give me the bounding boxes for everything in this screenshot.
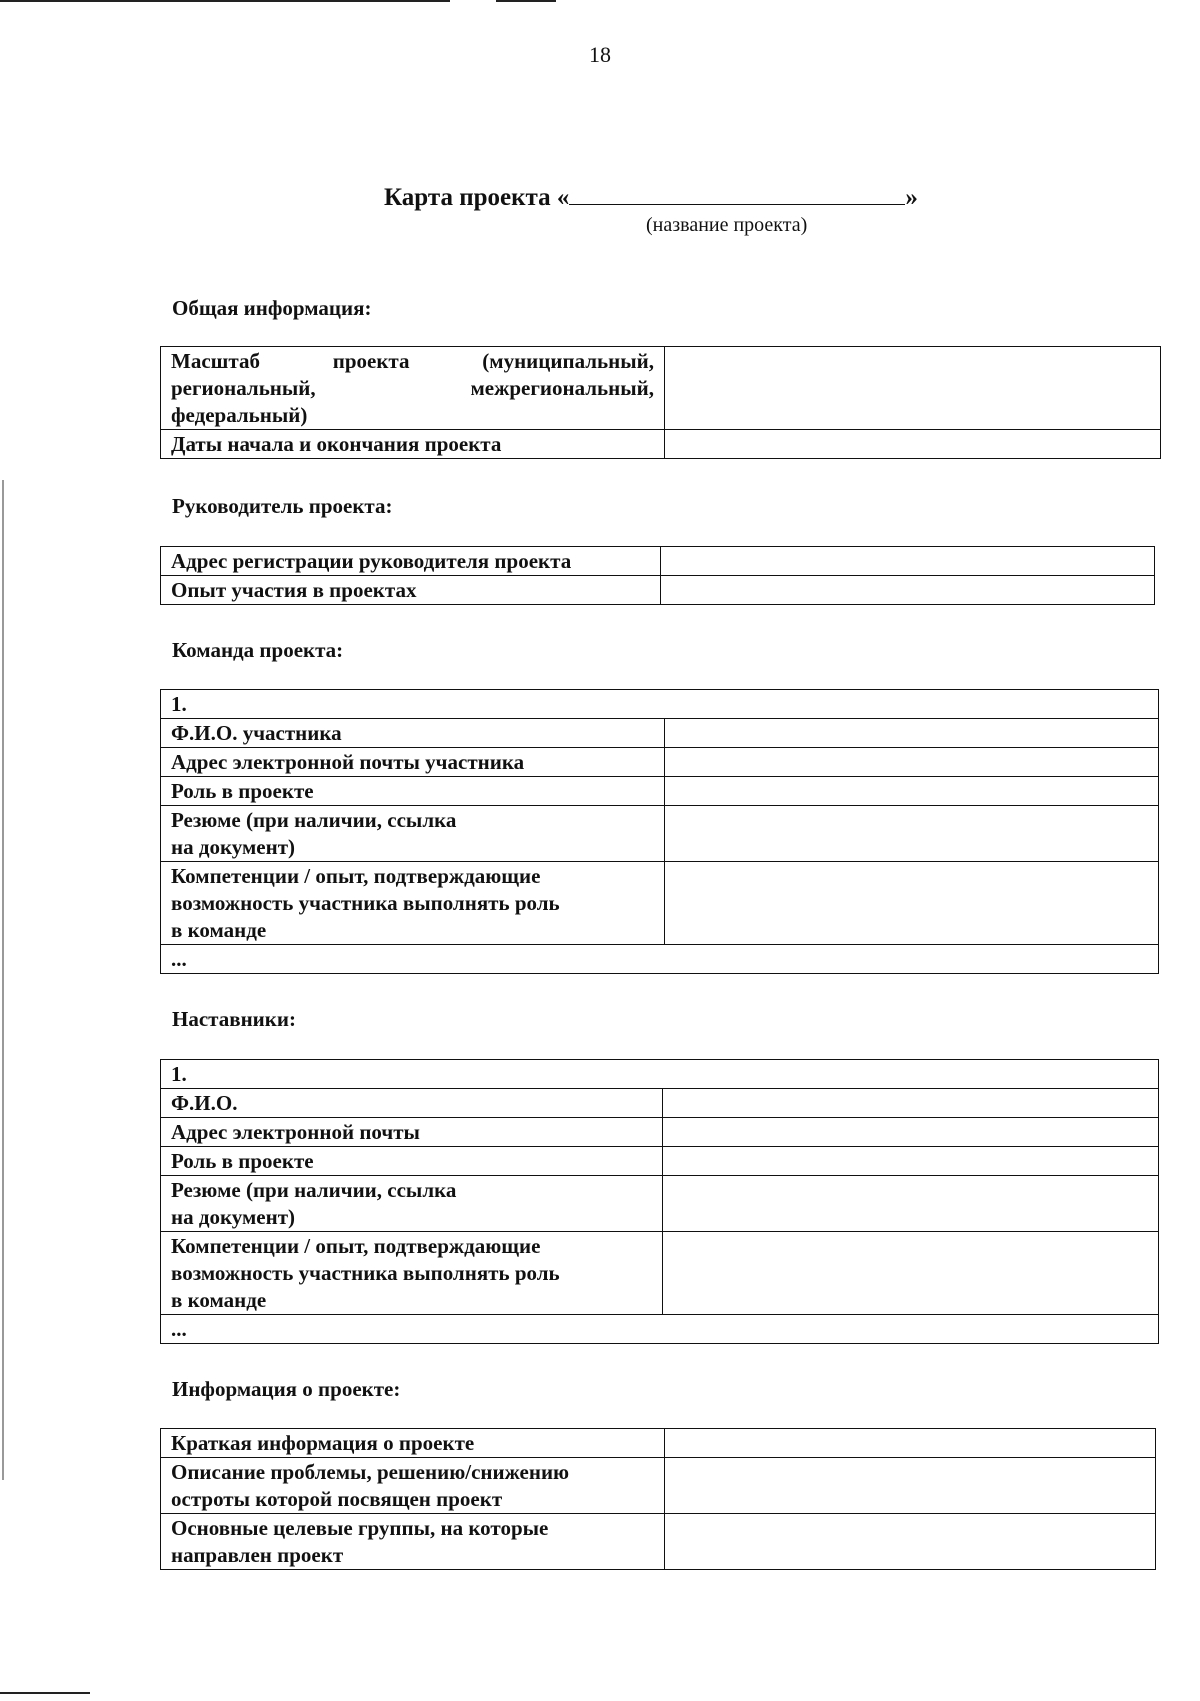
mentor-number: 1. bbox=[161, 1060, 1159, 1089]
label-line: в команде bbox=[171, 1288, 267, 1312]
mentor-fio-value-cell[interactable] bbox=[663, 1089, 1159, 1118]
team-competencies-label bbox=[161, 862, 665, 945]
team-email-value-cell[interactable] bbox=[665, 748, 1159, 777]
mentor-fio-label: Ф.И.О. bbox=[161, 1089, 663, 1118]
team-fio-label: Ф.И.О. участника bbox=[161, 719, 665, 748]
label-line: Компетенции / опыт, подтверждающие bbox=[171, 1234, 541, 1258]
leader-address-value-cell[interactable] bbox=[661, 547, 1155, 576]
mentor-competencies-value-cell[interactable] bbox=[663, 1232, 1159, 1315]
scan-edge-top-right bbox=[496, 0, 556, 2]
mentor-competencies-label bbox=[161, 1232, 663, 1315]
table-row bbox=[161, 1176, 1159, 1232]
label-line: на документ) bbox=[171, 835, 296, 859]
leader-experience-label: Опыт участия в проектах bbox=[161, 576, 661, 605]
mentors-table bbox=[160, 1059, 1159, 1344]
mentor-resume-label bbox=[161, 1176, 663, 1232]
table-row bbox=[161, 1232, 1159, 1315]
table-row bbox=[161, 690, 1159, 719]
leader-heading: Руководитель проекта: bbox=[172, 494, 393, 518]
mentors-ellipsis: ... bbox=[161, 1315, 1159, 1344]
team-heading: Команда проекта: bbox=[172, 638, 344, 662]
general-info-heading: Общая информация: bbox=[172, 296, 372, 320]
label-line: Компетенции / опыт, подтверждающие bbox=[171, 864, 541, 888]
scan-edge-left bbox=[2, 480, 4, 1480]
project-brief-value-cell[interactable] bbox=[665, 1429, 1156, 1458]
table-row bbox=[161, 945, 1159, 974]
table-row bbox=[161, 1118, 1159, 1147]
table-row bbox=[161, 806, 1159, 862]
table-row bbox=[161, 862, 1159, 945]
label-line: остроты которой посвящен проект bbox=[171, 1487, 503, 1511]
team-role-label: Роль в проекте bbox=[161, 777, 665, 806]
project-info-table bbox=[160, 1428, 1156, 1570]
table-row bbox=[161, 777, 1159, 806]
table-row bbox=[161, 748, 1159, 777]
label-line: возможность участника выполнять роль bbox=[171, 1261, 560, 1285]
problem-description-label bbox=[161, 1458, 665, 1514]
project-name-blank[interactable] bbox=[569, 182, 905, 205]
title-prefix: Карта проекта « bbox=[384, 184, 570, 211]
team-ellipsis: ... bbox=[161, 945, 1159, 974]
scale-value-cell[interactable] bbox=[665, 347, 1161, 430]
table-row bbox=[161, 1429, 1156, 1458]
table-row bbox=[161, 1060, 1159, 1089]
table-row bbox=[161, 1315, 1159, 1344]
leader-table bbox=[160, 546, 1155, 605]
team-competencies-value-cell[interactable] bbox=[665, 862, 1159, 945]
team-table bbox=[160, 689, 1159, 974]
mentors-heading: Наставники: bbox=[172, 1007, 296, 1031]
team-member-number: 1. bbox=[161, 690, 1159, 719]
page-number: 18 bbox=[589, 42, 611, 67]
title-caption: (название проекта) bbox=[646, 214, 808, 236]
label-line: федеральный) bbox=[171, 403, 308, 427]
table-row bbox=[161, 1458, 1156, 1514]
mentor-role-value-cell[interactable] bbox=[663, 1147, 1159, 1176]
scan-edge-top bbox=[0, 0, 450, 2]
page-title bbox=[384, 182, 918, 212]
label-line: Основные целевые группы, на которые bbox=[171, 1516, 549, 1540]
label-line: Резюме (при наличии, ссылка bbox=[171, 808, 457, 832]
scan-edge-bottom bbox=[0, 1692, 90, 1694]
label-line: возможность участника выполнять роль bbox=[171, 891, 560, 915]
leader-experience-value-cell[interactable] bbox=[661, 576, 1155, 605]
team-email-label: Адрес электронной почты участника bbox=[161, 748, 665, 777]
dates-label: Даты начала и окончания проекта bbox=[161, 430, 665, 459]
table-row bbox=[161, 1147, 1159, 1176]
table-row bbox=[161, 347, 1161, 430]
label-line: в команде bbox=[171, 918, 267, 942]
target-groups-value-cell[interactable] bbox=[665, 1514, 1156, 1570]
label-line: Описание проблемы, решению/снижению bbox=[171, 1460, 570, 1484]
label-line: Резюме (при наличии, ссылка bbox=[171, 1178, 457, 1202]
target-groups-label bbox=[161, 1514, 665, 1570]
team-resume-value-cell[interactable] bbox=[665, 806, 1159, 862]
title-suffix: » bbox=[905, 184, 918, 211]
table-row bbox=[161, 430, 1161, 459]
team-role-value-cell[interactable] bbox=[665, 777, 1159, 806]
project-info-heading: Информация о проекте: bbox=[172, 1377, 401, 1401]
problem-description-value-cell[interactable] bbox=[665, 1458, 1156, 1514]
label-line: направлен проект bbox=[171, 1543, 344, 1567]
mentor-role-label: Роль в проекте bbox=[161, 1147, 663, 1176]
mentor-resume-value-cell[interactable] bbox=[663, 1176, 1159, 1232]
scale-label bbox=[161, 347, 665, 430]
label-line: на документ) bbox=[171, 1205, 296, 1229]
table-row bbox=[161, 576, 1155, 605]
project-brief-label: Краткая информация о проекте bbox=[161, 1429, 665, 1458]
dates-value-cell[interactable] bbox=[665, 430, 1161, 459]
label-line: Масштаб проекта (муниципальный, bbox=[171, 349, 654, 373]
table-row bbox=[161, 1089, 1159, 1118]
table-row bbox=[161, 1514, 1156, 1570]
team-fio-value-cell[interactable] bbox=[665, 719, 1159, 748]
mentor-email-label: Адрес электронной почты bbox=[161, 1118, 663, 1147]
team-resume-label bbox=[161, 806, 665, 862]
general-info-table bbox=[160, 346, 1161, 459]
mentor-email-value-cell[interactable] bbox=[663, 1118, 1159, 1147]
leader-address-label: Адрес регистрации руководителя проекта bbox=[161, 547, 661, 576]
label-line: региональный, межрегиональный, bbox=[171, 376, 654, 400]
table-row bbox=[161, 547, 1155, 576]
table-row bbox=[161, 719, 1159, 748]
